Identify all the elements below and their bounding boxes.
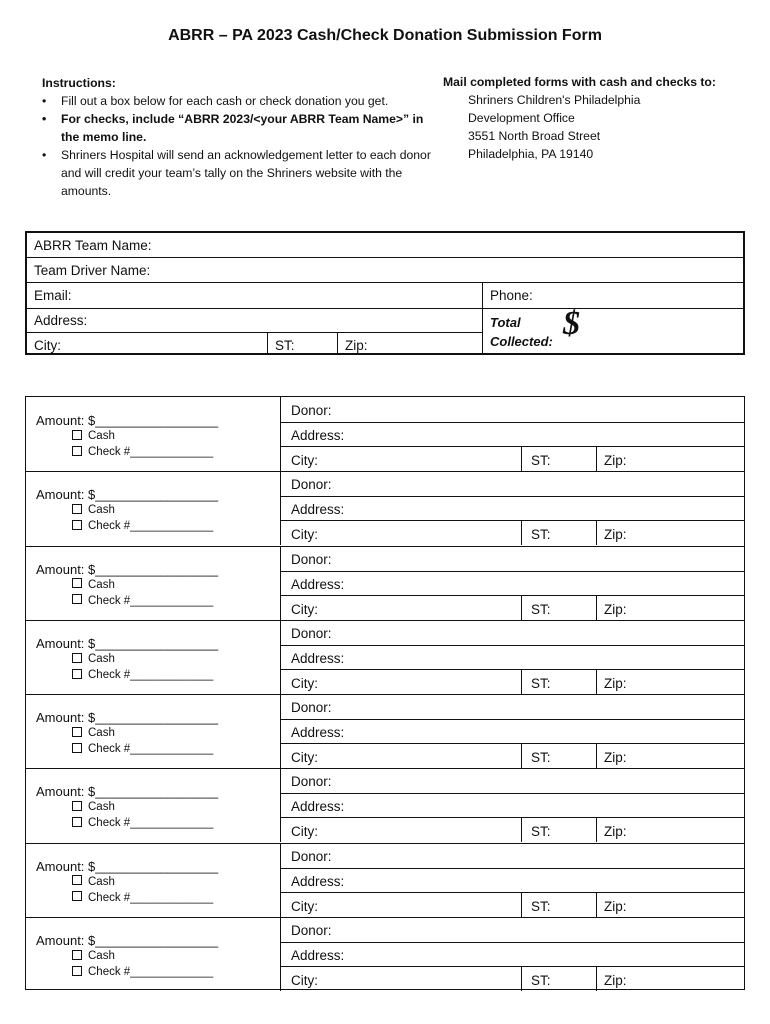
divider [521,669,522,694]
amount-field[interactable]: Amount: $_________________ [36,413,219,428]
donation-block [26,768,744,842]
cash-label: Cash [88,430,115,442]
divider [26,768,744,769]
donor-address-field[interactable]: Address: [291,725,345,740]
cash-option[interactable] [72,579,115,591]
email-field[interactable]: Email: [34,288,72,303]
divider [280,645,744,646]
divider [280,446,744,447]
check-label: Check #_____________ [88,965,214,978]
instructions-heading: Instructions: [42,76,116,90]
cash-checkbox[interactable] [72,578,82,588]
amount-field[interactable]: Amount: $_________________ [36,561,219,577]
divider [337,333,338,355]
donation-block [26,620,744,694]
divider [521,446,522,471]
mailing-heading: Mail completed forms with cash and checks to: [443,75,716,89]
amount-field[interactable]: Amount: $_________________ [36,487,219,503]
donor-state-field[interactable]: ST: [531,675,551,691]
amount-field[interactable]: Amount: $_________________ [36,932,219,948]
divider [280,966,744,967]
divider [27,332,482,333]
donor-city-field[interactable]: City: [291,972,318,988]
donor-field[interactable]: Donor: [291,922,332,938]
check-option[interactable] [72,520,213,532]
donor-address-field[interactable]: Address: [291,799,345,815]
divider [280,620,281,694]
donor-state-field[interactable]: ST: [531,824,551,840]
divider [280,892,744,893]
divider [596,743,597,768]
donor-city-field[interactable]: City: [291,601,318,617]
divider [521,743,522,768]
team-info-form [25,231,745,355]
divider [280,743,744,744]
cash-option[interactable] [72,950,115,962]
total-label-line: Total [490,315,521,330]
divider [26,471,744,472]
donation-entries [25,396,745,990]
donor-city-field[interactable]: City: [291,527,318,543]
donor-city-field[interactable]: City: [291,898,318,914]
check-option[interactable] [72,743,213,755]
cash-option[interactable] [72,727,115,739]
instructions-section [42,74,437,200]
form-title: ABRR – PA 2023 Cash/Check Donation Submission Form [168,27,602,44]
donor-state-field[interactable]: ST: [531,898,551,914]
check-checkbox[interactable] [72,743,82,753]
instruction-item: • Shriners Hospital will send an acknowledgement letter to each donor and will credit your team’s tally on the Shriners website with the amounts. [42,146,437,200]
check-label: Check #_____________ [88,446,214,458]
zip-field[interactable]: Zip: [345,338,368,353]
check-checkbox[interactable] [72,966,82,976]
divider [280,520,744,521]
donor-address-field[interactable]: Address: [291,428,345,443]
donor-zip-field[interactable]: Zip: [604,898,627,914]
collected-label-line: Collected: [490,334,553,349]
cash-option[interactable] [72,801,115,813]
cash-label: Cash [88,949,115,962]
total-collected-label [490,313,553,351]
divider [27,257,743,258]
donor-city-field[interactable]: City: [291,750,318,765]
check-checkbox[interactable] [72,891,82,901]
donor-state-field[interactable]: ST: [531,750,551,765]
instruction-item: • Fill out a box below for each cash or check donation you get. [42,92,437,110]
divider [521,966,522,991]
check-label: Check #_____________ [88,891,214,904]
address-field[interactable]: Address: [34,313,88,328]
total-collected-field[interactable]: $ [563,305,580,342]
donor-state-field[interactable]: ST: [531,601,551,617]
check-option[interactable] [72,966,213,978]
city-field[interactable]: City: [34,338,61,353]
phone-field[interactable]: Phone: [490,288,533,303]
divider [280,917,281,991]
cash-checkbox[interactable] [72,801,82,811]
divider [596,595,597,620]
donor-state-field[interactable]: ST: [531,972,551,988]
donation-block [26,397,744,471]
check-checkbox[interactable] [72,669,82,679]
divider [280,694,281,768]
divider [26,843,744,844]
donor-field[interactable]: Donor: [291,403,332,418]
divider [596,520,597,545]
divider [280,496,744,497]
team-name-field[interactable]: ABRR Team Name: [34,238,152,253]
mailing-line: Development Office [468,111,575,125]
cash-checkbox[interactable] [72,727,82,737]
check-label: Check #_____________ [88,817,214,830]
divider [521,817,522,842]
check-checkbox[interactable] [72,446,82,456]
cash-option[interactable] [72,430,115,442]
cash-label: Cash [88,652,115,665]
divider [280,546,281,620]
donation-block [26,546,744,620]
divider [280,817,744,818]
donor-address-field[interactable]: Address: [291,576,345,592]
donor-state-field[interactable]: ST: [531,453,551,468]
instruction-item: • For checks, include “ABRR 2023/<your ABRR Team Name>” in the memo line. [42,110,437,146]
divider [280,843,281,917]
divider [26,620,744,621]
divider [280,942,744,943]
divider [26,694,744,695]
divider [27,308,743,309]
check-checkbox[interactable] [72,817,82,827]
cash-label: Cash [88,727,115,739]
donation-block [26,471,744,545]
divider [521,892,522,917]
mailing-line: 3551 North Broad Street [468,129,601,143]
instructions-list [42,92,437,200]
state-field[interactable]: ST: [275,338,295,353]
divider [521,595,522,620]
check-label: Check #_____________ [88,668,214,681]
check-checkbox[interactable] [72,594,82,604]
donor-zip-field[interactable]: Zip: [604,527,627,543]
divider [267,333,268,355]
donor-city-field[interactable]: City: [291,824,318,840]
donor-field[interactable]: Donor: [291,551,332,567]
divider [596,669,597,694]
amount-field[interactable]: Amount: $_________________ [36,710,219,725]
divider [280,793,744,794]
cash-checkbox[interactable] [72,430,82,440]
cash-option[interactable] [72,876,115,888]
donor-city-field[interactable]: City: [291,675,318,691]
check-option[interactable] [72,669,213,681]
divider [482,283,483,355]
amount-field[interactable]: Amount: $_________________ [36,858,219,874]
divider [26,546,744,547]
mailing-line: Shriners Children's Philadelphia [468,93,641,107]
check-checkbox[interactable] [72,520,82,530]
donor-field[interactable]: Donor: [291,625,332,641]
donor-zip-field[interactable]: Zip: [604,675,627,691]
check-label: Check #_____________ [88,520,214,533]
divider [280,868,744,869]
donation-block [26,694,744,768]
donor-field[interactable]: Donor: [291,774,332,790]
divider [596,966,597,991]
donor-zip-field[interactable]: Zip: [604,453,627,468]
divider [596,892,597,917]
donor-city-field[interactable]: City: [291,453,318,468]
cash-label: Cash [88,504,115,517]
mailing-section [443,73,763,163]
check-option[interactable] [72,817,213,829]
donor-zip-field[interactable]: Zip: [604,750,627,765]
divider [280,397,281,471]
cash-label: Cash [88,875,115,888]
divider [280,571,744,572]
donor-address-field[interactable]: Address: [291,873,345,889]
divider [27,282,743,283]
cash-label: Cash [88,578,115,591]
divider [26,917,744,918]
donor-zip-field[interactable]: Zip: [604,972,627,988]
amount-field[interactable]: Amount: $_________________ [36,784,219,800]
donor-address-field[interactable]: Address: [291,947,345,963]
divider [280,768,281,842]
divider [280,669,744,670]
divider [280,595,744,596]
divider [280,471,281,545]
donor-address-field[interactable]: Address: [291,650,345,666]
divider [280,719,744,720]
check-label: Check #_____________ [88,594,214,607]
donor-field[interactable]: Donor: [291,477,332,493]
cash-checkbox[interactable] [72,504,82,514]
cash-option[interactable] [72,653,115,665]
mailing-line: Philadelphia, PA 19140 [468,147,594,161]
donor-field[interactable]: Donor: [291,700,332,715]
donor-address-field[interactable]: Address: [291,502,345,518]
donation-block [26,843,744,917]
divider [596,817,597,842]
donor-field[interactable]: Donor: [291,848,332,864]
driver-name-field[interactable]: Team Driver Name: [34,263,151,278]
cash-checkbox[interactable] [72,950,82,960]
check-option[interactable] [72,595,213,607]
donor-zip-field[interactable]: Zip: [604,824,627,840]
cash-label: Cash [88,801,115,814]
donation-block [26,917,744,991]
cash-checkbox[interactable] [72,653,82,663]
donor-state-field[interactable]: ST: [531,527,551,543]
divider [280,422,744,423]
check-option[interactable] [72,446,213,458]
divider [521,520,522,545]
check-option[interactable] [72,892,213,904]
check-label: Check #_____________ [88,743,214,755]
cash-option[interactable] [72,504,115,516]
cash-checkbox[interactable] [72,875,82,885]
amount-field[interactable]: Amount: $_________________ [36,635,219,651]
divider [596,446,597,471]
donor-zip-field[interactable]: Zip: [604,601,627,617]
